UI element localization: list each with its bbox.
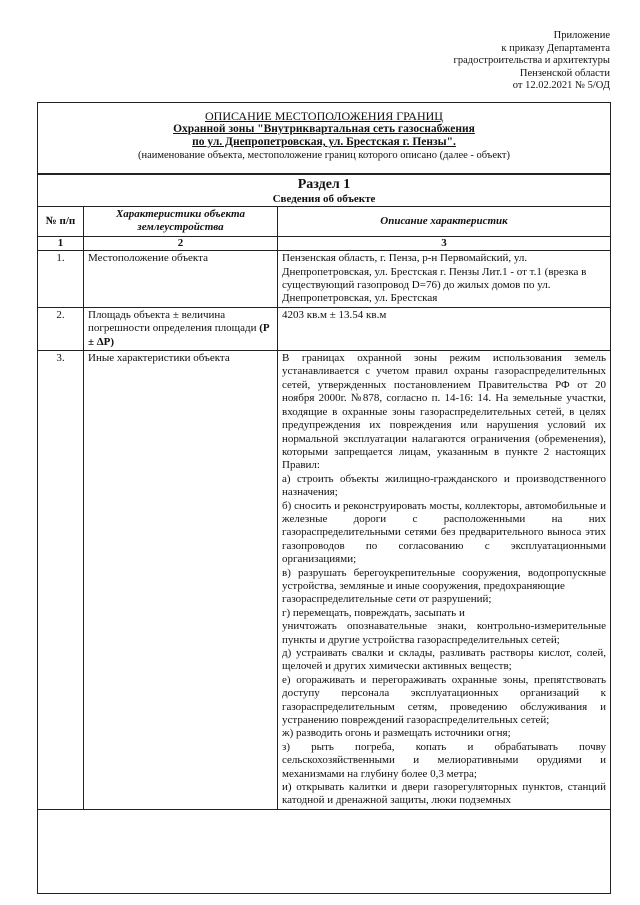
appendix-block [390, 30, 610, 93]
row-value: Пензенская область, г. Пенза, р-н Первомайский, ул. Днепропетровская, ул. Брестская г. Пензы Лит.1 - от т.1 (врезка в существующий газопровод D=76) до жилых домов по ул. Днепропетровская, ул. Брестская [278, 251, 611, 308]
appendix-line: от 12.02.2021 № 5/ОД [512, 80, 610, 91]
header-characteristic: Характеристики объекта землеустройства [84, 207, 278, 236]
table-row [38, 307, 610, 350]
restriction-paragraph: е) огораживать и перегораживать охранные зоны, препятствовать доступу персонала эксплуатационных организаций к газораспределительным сетям, проведению обслуживания и устранению повреждений газораспределительных сетей; [282, 673, 606, 727]
document-header [38, 103, 610, 175]
area-formula: (P ± ΔP) [88, 322, 270, 348]
restriction-paragraph: газораспределительные сети от разрушений; [282, 593, 492, 606]
col-number: 2 [84, 236, 278, 250]
restriction-paragraph: г) перемещать, повреждать, засыпать и [282, 606, 465, 619]
appendix-line: градостроительства и архитектуры [453, 55, 610, 66]
restriction-paragraph: д) устраивать свалки и склады, разливать растворы кислот, солей, щелочей и других химически активных веществ; [282, 647, 606, 673]
row-characteristic: Местоположение объекта [84, 251, 278, 308]
restriction-paragraph: и) открывать калитки и двери газорегуляторных пунктов, станций катодной и дренажной защиты, люки подземных [282, 781, 606, 807]
row-value: 4203 кв.м ± 13.54 кв.м [278, 307, 611, 350]
appendix-line: к приказу Департамента [501, 42, 610, 54]
restriction-paragraph: в) разрушать берегоукрепительные сооружения, водопропускные устройства, земляные и иные сооружения, предохраняющие [282, 566, 606, 592]
object-note: (наименование объекта, местоположение границ которого описано (далее - объект) [137, 150, 511, 161]
appendix-line: Приложение [553, 30, 610, 41]
object-name-line1: Охранной зоны "Внутриквартальная сеть газоснабжения [173, 123, 475, 135]
document-title: ОПИСАНИЕ МЕСТОПОЛОЖЕНИЯ ГРАНИЦ [205, 109, 443, 123]
section-heading [38, 175, 610, 207]
table-header-row [38, 207, 610, 236]
object-name-line2: по ул. Днепропетровская, ул. Брестская г. Пензы". [192, 136, 456, 148]
table-row [38, 251, 610, 308]
restriction-paragraph: з) рыть погреба, копать и обрабатывать почву сельскохозяйственными и мелиоративными орудиями и механизмами на глубину более 0,3 метра; [282, 740, 606, 780]
row-value [278, 351, 611, 810]
appendix-line: Пензенской области [519, 67, 610, 79]
col-number: 3 [278, 236, 611, 250]
column-number-row [38, 236, 610, 250]
restriction-paragraph: б) сносить и реконструировать мосты, коллекторы, автомобильные и железные дороги с расположенными на них газораспределительными сетями без предварительного выноса этих газопроводов по согласованию с эксплуатационными организациями; [282, 499, 606, 566]
header-number: № п/п [38, 207, 84, 236]
restriction-paragraph: ж) разводить огонь и размещать источники огня; [282, 727, 511, 740]
restriction-paragraph: а) строить объекты жилищно-гражданского и производственного назначения; [282, 472, 606, 499]
document-frame [37, 102, 611, 894]
row-characteristic: Иные характеристики объекта [84, 351, 278, 810]
row-characteristic-text: Площадь объекта ± величина погрешности определения площади [88, 308, 257, 335]
col-number: 1 [38, 236, 84, 250]
section-subtitle: Сведения об объекте [272, 193, 376, 205]
row-number: 1. [38, 251, 84, 308]
row-number: 2. [38, 307, 84, 350]
section-title: Раздел 1 [297, 177, 351, 192]
table-row [38, 351, 610, 810]
row-number: 3. [38, 351, 84, 810]
restriction-paragraph: В границах охранной зоны режим использования земель устанавливается с учетом правил охраны газораспределительных сетей, утвержденных постановлением Правительства РФ от 20 ноября 2000г. №878, согласно п. 14-16: 14. На земельные участки, входящие в охранные зоны газораспределительных сетей, в целях предупреждения их повреждения или нарушения условий их нормальной эксплуатации налагаются ограничения (обременения), которыми запрещается лицам, указанным в пункте 2 настоящих Правил: [282, 352, 606, 472]
object-info-table [38, 207, 610, 810]
restriction-paragraph: уничтожать опознавательные знаки, контрольно-измерительные пункты и другие устройства газораспределительных сетей; [282, 620, 606, 646]
row-characteristic [84, 307, 278, 350]
header-description: Описание характеристик [278, 207, 611, 236]
